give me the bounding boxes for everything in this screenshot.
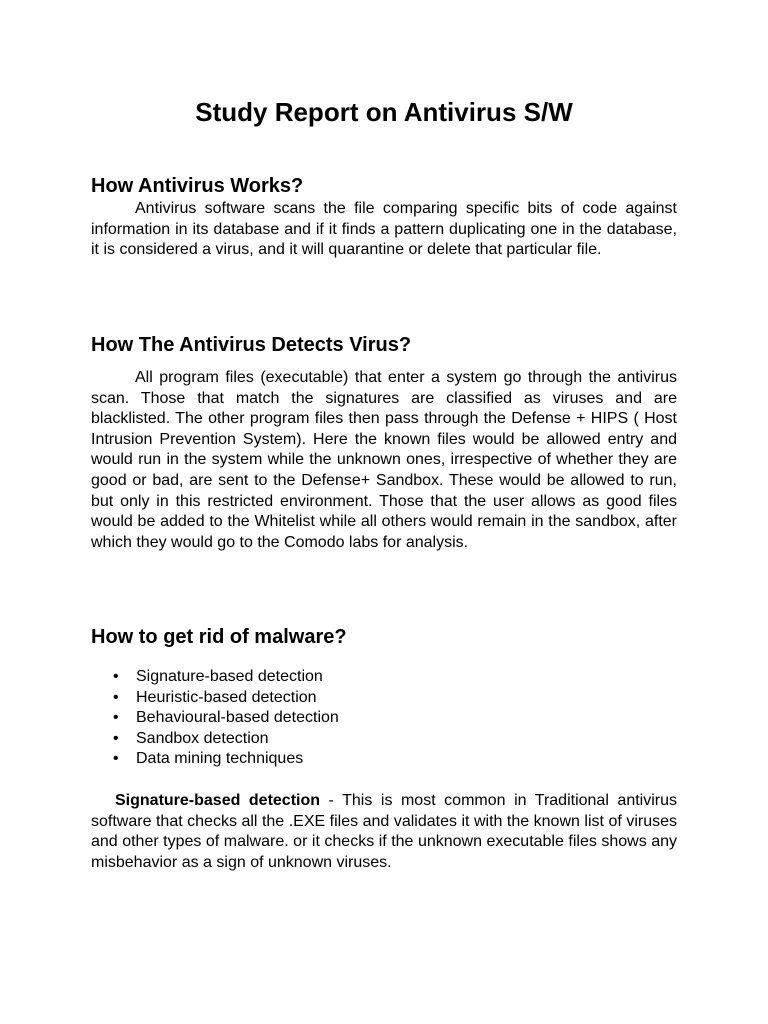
paragraph-how-antivirus-works: Antivirus software scans the file comparing specific bits of code against information in its database and if it finds a pattern duplicating one in the database, it is considered a virus, and it will quarantine or delete that particular file.: [91, 200, 677, 259]
bullet-icon: •: [113, 688, 119, 706]
list-item: [91, 708, 339, 729]
signature-detection-text: - This is most common in Traditional antivirus software that checks all the .EXE files and validates it with the known list of viruses and other types of malware. or it checks if the unknown executable files shows any misbehavior as a sign of unknown viruses.: [91, 792, 677, 871]
bullet-icon: •: [113, 750, 119, 768]
signature-detection-lead: Signature-based detection: [115, 792, 321, 809]
paragraph-how-antivirus-detects: All program files (executable) that enter a system go through the antivirus scan. Those that match the signatures are classified as viruses and are blacklisted. The other program files then pass through the Defense + HIPS ( Host Intrusion Prevention System). Here the known files would be allowed entry and would run in the system while the unknown ones, irrespective of whether they are good or bad, are sent to the Defense+ Sandbox. These would be allowed to run, but only in this restricted environment. Those that the user allows as good files would be added to the Whitelist while all others would remain in the sandbox, after which they would go to the Comodo labs for analysis.: [91, 369, 677, 551]
list-item-text: Signature-based detection: [136, 668, 323, 685]
heading-how-antivirus-detects: How The Antivirus Detects Virus?: [91, 334, 412, 356]
bullet-icon: •: [113, 729, 119, 747]
list-item-text: Sandbox detection: [136, 729, 269, 747]
heading-get-rid-of-malware: How to get rid of malware?: [91, 626, 347, 648]
paragraph-signature-detection: [91, 791, 677, 873]
list-item: [91, 688, 339, 709]
list-item-text: Data mining techniques: [136, 750, 304, 768]
list-item-text: Heuristic-based detection: [136, 688, 317, 706]
list-item: [91, 729, 339, 750]
list-item: [91, 749, 339, 770]
list-item-text: Behavioural-based detection: [136, 709, 339, 727]
heading-how-antivirus-works: How Antivirus Works?: [91, 175, 304, 197]
document-title: Study Report on Antivirus S/W: [195, 97, 573, 127]
bullet-icon: •: [113, 668, 119, 685]
list-item: [91, 667, 339, 688]
detection-methods-list: [91, 667, 339, 770]
bullet-icon: •: [113, 709, 119, 727]
